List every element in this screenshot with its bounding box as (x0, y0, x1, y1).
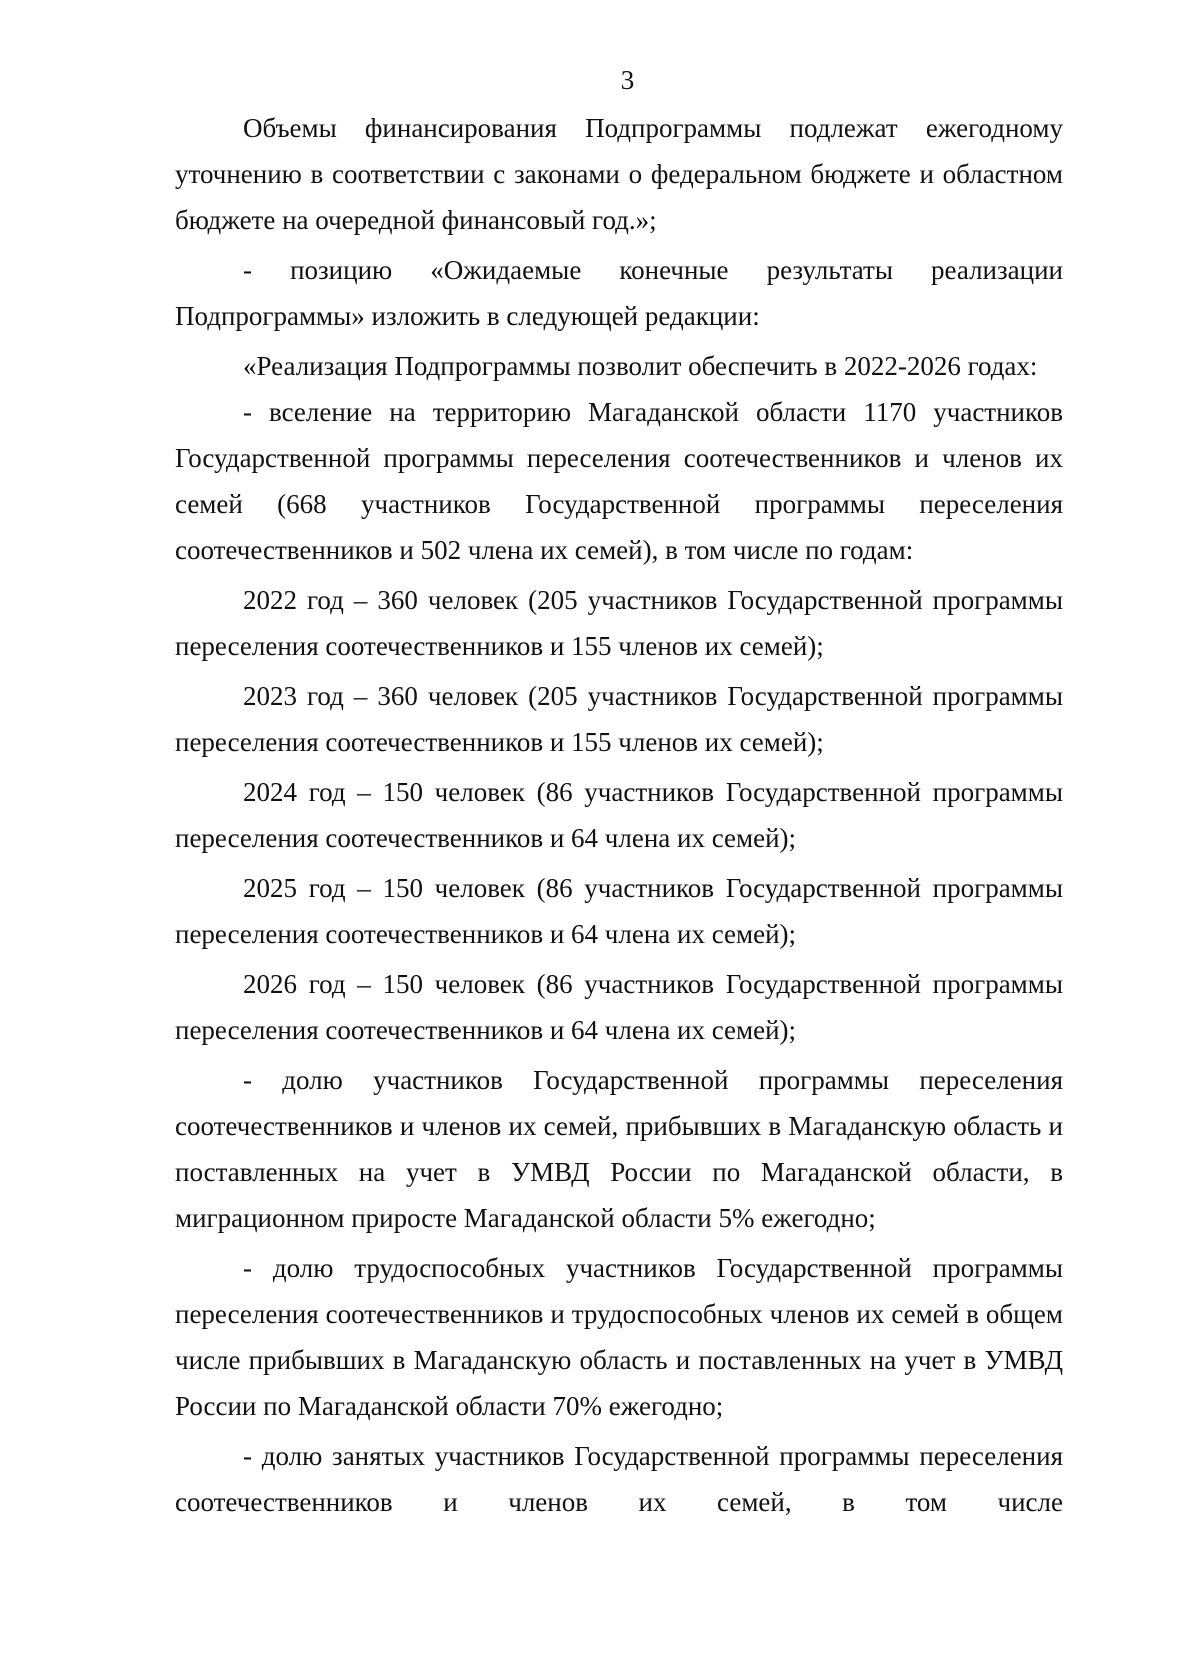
document-body (175, 105, 1063, 1529)
page-number: 3 (620, 65, 635, 95)
paragraph-year-2022: 2022 год – 360 человек (205 участников Государственной программы переселения соотечественников и 155 членов их семей); (175, 585, 1063, 661)
paragraph-able-bodied-share: - долю трудоспособных участников Государственной программы переселения соотечественников и трудоспособных членов их семей в общем числе прибывших в Магаданскую область и поставленных на учет в УМВД России по Магаданской области 70% ежегодно; (175, 1253, 1063, 1421)
paragraph-expected-results-position: - позицию «Ожидаемые конечные результаты реализации Подпрограммы» изложить в следующей редакции: (175, 255, 1063, 331)
paragraph-implementation-intro: «Реализация Подпрограммы позволит обеспечить в 2022-2026 годах: (243, 351, 1038, 381)
paragraph-resettlement-total: - вселение на территорию Магаданской области 1170 участников Государственной программы переселения соотечественников и членов их семей (668 участников Государственной программы переселения соотечественников и 502 члена их семей), в том числе по годам: (175, 397, 1063, 565)
paragraph-year-2025: 2025 год – 150 человек (86 участников Государственной программы переселения соотечественников и 64 члена их семей); (175, 873, 1063, 949)
paragraph-migration-share: - долю участников Государственной программы переселения соотечественников и членов их семей, прибывших в Магаданскую область и поставленных на учет в УМВД России по Магаданской области, в миграционном приросте Магаданской области 5% ежегодно; (175, 1065, 1063, 1233)
paragraph-financing-volumes: Объемы финансирования Подпрограммы подлежат ежегодному уточнению в соответствии с законами о федеральном бюджете и областном бюджете на очередной финансовый год.»; (175, 113, 1063, 235)
paragraph-year-2023: 2023 год – 360 человек (205 участников Государственной программы переселения соотечественников и 155 членов их семей); (175, 681, 1063, 757)
paragraph-employed-share: - долю занятых участников Государственной программы переселения соотечественников и членов их семей, в том числе (175, 1441, 1063, 1517)
paragraph-year-2024: 2024 год – 150 человек (86 участников Государственной программы переселения соотечественников и 64 члена их семей); (175, 777, 1063, 853)
paragraph-year-2026: 2026 год – 150 человек (86 участников Государственной программы переселения соотечественников и 64 члена их семей); (175, 969, 1063, 1045)
